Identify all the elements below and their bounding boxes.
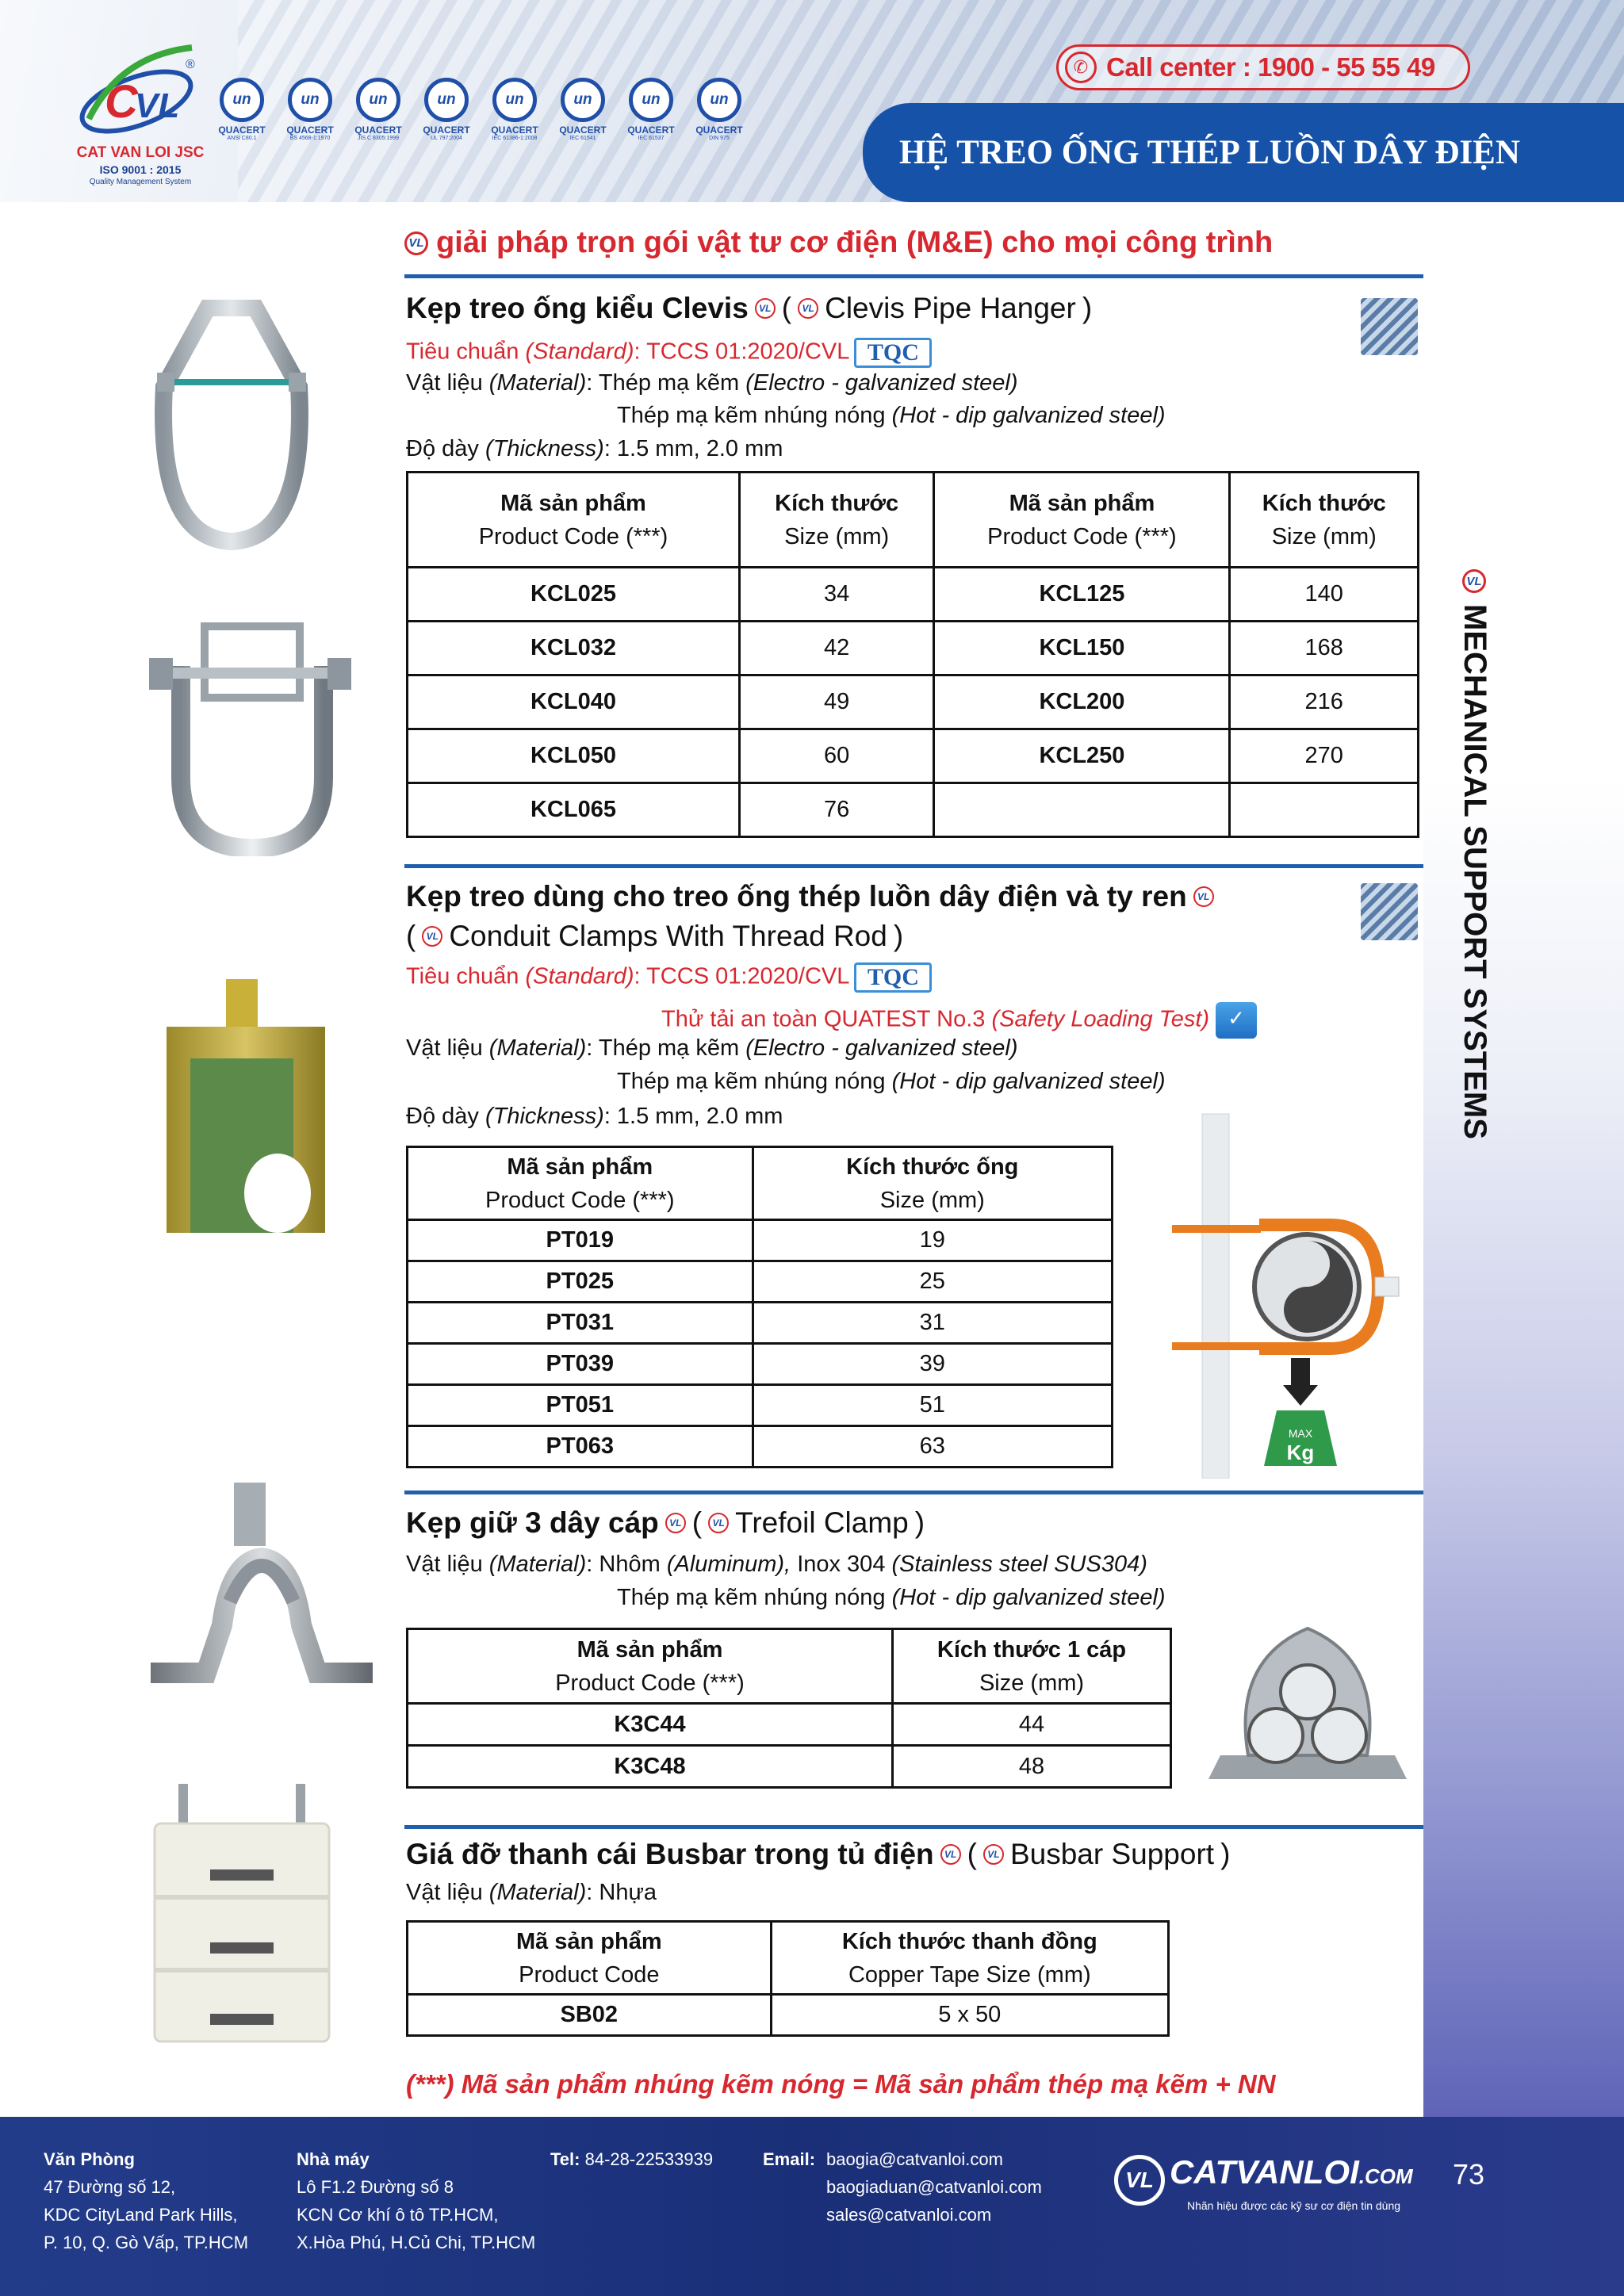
table-cell: KCL025	[408, 568, 740, 622]
table-row	[408, 1220, 1113, 1261]
badge-label: QUACERT	[559, 124, 607, 136]
mat2-en: (Hot - dip galvanized steel)	[891, 403, 1166, 428]
table-header: Mã sản phẩm Product Code (***)	[408, 1147, 753, 1220]
sec2-thickness	[406, 1104, 783, 1130]
quacert-seal-icon: un	[220, 78, 264, 122]
badge-standard: ANSI C80.1	[227, 136, 257, 141]
certification-badges	[214, 78, 747, 151]
sec1-title-en: Clevis Pipe Hanger	[825, 292, 1076, 324]
mat1: : Thép mạ kẽm	[586, 1035, 740, 1061]
quacert-seal-icon: un	[356, 78, 400, 122]
sec3-title-vn: Kẹp giữ 3 dây cáp	[406, 1506, 659, 1539]
sec2-standard	[406, 962, 932, 993]
table-cell: 216	[1230, 675, 1419, 729]
section-rule	[404, 864, 1423, 868]
table-header: Mã sản phẩm Product Code	[408, 1922, 772, 1995]
quacert-badge	[419, 78, 474, 151]
cvl-mini-icon: VL	[404, 232, 428, 255]
footer	[0, 2117, 1624, 2296]
thk-en: (Thickness)	[485, 436, 604, 461]
quacert-badge	[350, 78, 406, 151]
sec2-title-en-line: ( VL Conduit Clamps With Thread Rod )	[406, 920, 904, 952]
std-label: Tiêu chuẩn	[406, 963, 519, 989]
tqc-logo: TQC	[854, 338, 932, 368]
std-en: (Standard)	[525, 963, 634, 989]
mat-label: Vật liệu	[406, 1880, 483, 1905]
mat-en: (Material)	[488, 1552, 587, 1577]
threaded-rod-icon	[1361, 883, 1418, 940]
table-cell: 51	[753, 1385, 1112, 1426]
table-row	[408, 675, 1419, 729]
table-cell: PT051	[408, 1385, 753, 1426]
office-line: P. 10, Q. Gò Vấp, TP.HCM	[44, 2233, 249, 2252]
std-value: : TCCS 01:2020/CVL	[634, 339, 850, 365]
slogan-text: giải pháp trọn gói vật tư cơ điện (M&E) cho mọi công trình	[436, 226, 1274, 259]
mat-label: Vật liệu	[406, 1035, 483, 1061]
table-row	[408, 1426, 1113, 1468]
mat-value: : Nhựa	[586, 1880, 657, 1905]
svg-text:C: C	[105, 76, 138, 128]
quacert-badge	[282, 78, 338, 151]
quacert-badge	[623, 78, 679, 151]
company-name: CAT VAN LOI JSC	[76, 144, 205, 161]
saddle-clamp-image	[143, 1483, 381, 1716]
mat2-en: (Hot - dip galvanized steel)	[891, 1585, 1166, 1610]
email-label: Email:	[763, 2149, 816, 2169]
table-cell: 44	[893, 1704, 1171, 1746]
table-cell: K3C44	[408, 1704, 893, 1746]
quacert-seal-icon: un	[424, 78, 469, 122]
test-label: Thử tải an toàn QUATEST No.3	[661, 1006, 986, 1032]
table-row	[408, 1704, 1171, 1746]
table-cell: 31	[753, 1303, 1112, 1344]
table-cell: 60	[739, 729, 933, 783]
sec1-material	[406, 370, 1018, 396]
table-row	[408, 1385, 1113, 1426]
clevis-hanger-image-2	[149, 618, 355, 860]
cvl-mini-icon: VL	[983, 1844, 1004, 1865]
quacert-badge	[555, 78, 611, 151]
mat1: : Thép mạ kẽm	[586, 370, 740, 396]
brand-name	[1170, 2153, 1413, 2191]
std-value: : TCCS 01:2020/CVL	[634, 963, 850, 989]
office-line: 47 Đường số 12,	[44, 2177, 176, 2197]
email-link[interactable]: sales@catvanloi.com	[826, 2205, 992, 2225]
table-cell: 140	[1230, 568, 1419, 622]
sec1-standard	[406, 338, 932, 368]
table-row	[408, 1303, 1113, 1344]
mat2: Thép mạ kẽm nhúng nóng	[617, 1069, 886, 1094]
email-link[interactable]: baogia@catvanloi.com	[826, 2149, 1003, 2169]
sec2-material	[406, 1035, 1018, 1062]
iso-label: ISO 9001 : 2015	[99, 163, 182, 176]
table-cell: PT031	[408, 1303, 753, 1344]
table-header: Kích thước Size (mm)	[739, 473, 933, 568]
trefoil-clamp-image	[1201, 1621, 1415, 1799]
sec4-material	[406, 1880, 657, 1906]
mat2: Thép mạ kẽm nhúng nóng	[617, 403, 886, 428]
thk-label: Độ dày	[406, 1104, 479, 1129]
quacert-seal-icon: un	[629, 78, 673, 122]
clevis-hanger-image-1	[152, 300, 311, 557]
sec3-title: Kẹp giữ 3 dây cáp VL ( VL Trefoil Clamp )	[406, 1506, 925, 1539]
brand-tagline: Nhãn hiệu được các kỹ sư cơ điện tin dùng	[1187, 2199, 1401, 2212]
sec4-table	[406, 1920, 1170, 2037]
table-cell: 49	[739, 675, 933, 729]
table-cell: KCL032	[408, 622, 740, 675]
badge-label: QUACERT	[218, 124, 266, 136]
table-cell: 270	[1230, 729, 1419, 783]
table-cell: 76	[739, 783, 933, 837]
table-cell: 34	[739, 568, 933, 622]
badge-standard: DIN 975	[709, 136, 730, 141]
table-row	[408, 1995, 1169, 2036]
badge-standard: BS 4568-1:1970	[289, 136, 331, 141]
call-center-text: Call center : 1900 - 55 55 49	[1106, 52, 1435, 82]
table-header: Kích thước 1 cáp Size (mm)	[893, 1629, 1171, 1704]
table-cell: 25	[753, 1261, 1112, 1303]
brand-text: CATVANLOI	[1170, 2153, 1359, 2191]
sec3-material	[406, 1552, 1147, 1578]
header	[0, 0, 1624, 202]
quacert-badge	[487, 78, 542, 151]
sec2-title-vn: Kẹp treo dùng cho treo ống thép luồn dây điện và ty ren	[406, 880, 1187, 913]
std-label: Tiêu chuẩn	[406, 339, 519, 365]
footer-brand	[1114, 2150, 1415, 2221]
sidebar-vertical-title	[1443, 569, 1507, 1139]
mat-en: (Material)	[488, 1035, 587, 1061]
table-cell: 42	[739, 622, 933, 675]
weight-max-label: MAX	[1288, 1427, 1313, 1440]
cvl-logo-icon	[73, 40, 208, 143]
table-row	[408, 568, 1419, 622]
table-cell: 19	[753, 1220, 1112, 1261]
factory-line: KCN Cơ khí ô tô TP.HCM,	[297, 2205, 499, 2225]
table-cell: 48	[893, 1746, 1171, 1788]
test-en: (Safety Loading Test)	[991, 1006, 1210, 1032]
company-logo	[73, 40, 216, 190]
quacert-seal-icon: un	[288, 78, 332, 122]
table-cell: KCL125	[934, 568, 1230, 622]
quacert-seal-icon: un	[697, 78, 741, 122]
sec3-table	[406, 1628, 1172, 1789]
cvl-mini-icon: VL	[755, 298, 776, 319]
busbar-support-image	[151, 1784, 333, 2049]
factory-title: Nhà máy	[297, 2149, 370, 2169]
qms-label: Quality Management System	[89, 178, 192, 186]
phone-icon: ✆	[1065, 52, 1097, 83]
cvl-mini-icon: VL	[1193, 886, 1214, 907]
footer-emails	[826, 2145, 1042, 2229]
footer-factory	[297, 2145, 535, 2256]
sec2-table	[406, 1146, 1113, 1468]
section-banner: HỆ TREO ỐNG THÉP LUỒN DÂY ĐIỆN	[863, 103, 1624, 202]
section-rule	[404, 274, 1423, 278]
cvl-mini-icon: VL	[422, 926, 442, 947]
cvl-mini-icon: VL	[1463, 569, 1487, 593]
table-cell: SB02	[408, 1995, 772, 2036]
mat-en: (Material)	[488, 1880, 587, 1905]
table-cell: PT019	[408, 1220, 753, 1261]
sec1-table	[406, 471, 1419, 838]
badge-standard: IEC 61541	[569, 136, 596, 141]
footer-email-label	[763, 2145, 815, 2173]
table-header: Kích thước Size (mm)	[1230, 473, 1419, 568]
brand-suffix: .COM	[1358, 2164, 1413, 2188]
table-cell: KCL150	[934, 622, 1230, 675]
hot-dip-note: (***) Mã sản phẩm nhúng kẽm nóng = Mã sản phẩm thép mạ kẽm + NN	[406, 2069, 1276, 2099]
office-title: Văn Phòng	[44, 2149, 135, 2169]
weight-unit-label: Kg	[1286, 1441, 1315, 1464]
quacert-seal-icon: un	[561, 78, 605, 122]
table-row	[408, 1746, 1171, 1788]
table-row	[408, 783, 1419, 837]
table-cell: KCL250	[934, 729, 1230, 783]
sec1-thickness	[406, 436, 783, 462]
quacert-badge	[691, 78, 747, 151]
badge-standard: JIS C 8305:1999	[357, 136, 400, 141]
section-rule	[404, 1825, 1423, 1829]
thk-value: : 1.5 mm, 2.0 mm	[603, 436, 783, 461]
table-cell: PT025	[408, 1261, 753, 1303]
cvl-logo-icon: VL	[1114, 2155, 1165, 2206]
mat1-en: (Electro - galvanized steel)	[745, 1035, 1018, 1061]
sec4-title: Giá đỡ thanh cái Busbar trong tủ điện VL ( VL Busbar Support )	[406, 1838, 1231, 1870]
sec3-material-2	[617, 1585, 1166, 1611]
email-link[interactable]: baogiaduan@catvanloi.com	[826, 2177, 1042, 2197]
thk-en: (Thickness)	[485, 1104, 604, 1129]
mat-label: Vật liệu	[406, 370, 483, 396]
sec3-title-en: Trefoil Clamp	[735, 1506, 909, 1539]
mat1-en: (Aluminum),	[666, 1552, 791, 1577]
table-cell: PT039	[408, 1344, 753, 1385]
cvl-mini-icon: VL	[665, 1513, 686, 1533]
badge-standard: UL 797:2004	[431, 136, 462, 141]
badge-label: QUACERT	[286, 124, 334, 136]
mat1b-en: (Stainless steel SUS304)	[891, 1552, 1147, 1577]
sec1-title: Kẹp treo ống kiểu Clevis VL ( VL Clevis Pipe Hanger )	[406, 292, 1093, 324]
table-cell: 63	[753, 1426, 1112, 1468]
badge-label: QUACERT	[627, 124, 675, 136]
mat-label: Vật liệu	[406, 1552, 483, 1577]
table-header: Kích thước thanh đồng Copper Tape Size (mm)	[771, 1922, 1168, 1995]
tel-number[interactable]: 84-28-22533939	[584, 2149, 714, 2169]
sidebar-gradient	[1423, 202, 1624, 2117]
table-cell	[1230, 783, 1419, 837]
table-row	[408, 729, 1419, 783]
sec2-material-2	[617, 1069, 1166, 1095]
tel-label: Tel:	[550, 2149, 580, 2169]
tested-badge-icon: ✓	[1216, 1002, 1257, 1039]
sec2-safety-test	[661, 1002, 1257, 1039]
quacert-badge	[214, 78, 270, 151]
mat1-en: (Electro - galvanized steel)	[745, 370, 1018, 396]
page-number: 73	[1453, 2158, 1485, 2191]
table-cell: 39	[753, 1344, 1112, 1385]
table-row	[408, 1344, 1113, 1385]
table-cell: PT063	[408, 1426, 753, 1468]
table-cell: KCL040	[408, 675, 740, 729]
mat1b: Inox 304	[797, 1552, 886, 1577]
table-header: Kích thước ống Size (mm)	[753, 1147, 1112, 1220]
factory-line: X.Hòa Phú, H.Củ Chi, TP.HCM	[297, 2233, 536, 2252]
cvl-mini-icon: VL	[708, 1513, 729, 1533]
badge-label: QUACERT	[423, 124, 470, 136]
cvl-mini-icon: VL	[940, 1844, 961, 1865]
svg-text:VL: VL	[135, 86, 180, 125]
mat2: Thép mạ kẽm nhúng nóng	[617, 1585, 886, 1610]
badge-standard: IEC 61386-1:2008	[492, 136, 538, 141]
table-row	[408, 622, 1419, 675]
table-cell: KCL050	[408, 729, 740, 783]
section-rule	[404, 1490, 1423, 1494]
cvl-mini-icon: VL	[798, 298, 818, 319]
table-cell: KCL200	[934, 675, 1230, 729]
badge-label: QUACERT	[491, 124, 538, 136]
sec2-title-en: Conduit Clamps With Thread Rod	[449, 920, 887, 952]
svg-text:®: ®	[186, 58, 195, 71]
sec1-material-2	[617, 403, 1166, 429]
sidebar-text: MECHANICAL SUPPORT SYSTEMS	[1457, 604, 1492, 1139]
call-center[interactable]	[1056, 44, 1470, 90]
slogan	[404, 226, 1273, 260]
footer-office	[44, 2145, 248, 2256]
thk-label: Độ dày	[406, 436, 479, 461]
table-row	[408, 1261, 1113, 1303]
table-cell: KCL065	[408, 783, 740, 837]
quacert-seal-icon: un	[492, 78, 537, 122]
table-cell	[934, 783, 1230, 837]
sec2-title	[406, 880, 1214, 913]
std-en: (Standard)	[525, 339, 634, 365]
table-header: Mã sản phẩm Product Code (***)	[408, 473, 740, 568]
mat2-en: (Hot - dip galvanized steel)	[891, 1069, 1166, 1094]
sec4-title-en: Busbar Support	[1009, 1838, 1215, 1870]
table-header: Mã sản phẩm Product Code (***)	[934, 473, 1230, 568]
table-cell: K3C48	[408, 1746, 893, 1788]
mat-en: (Material)	[488, 370, 587, 396]
table-header: Mã sản phẩm Product Code (***)	[408, 1629, 893, 1704]
sec1-title-vn: Kẹp treo ống kiểu Clevis	[406, 292, 749, 324]
table-cell: 5 x 50	[771, 1995, 1168, 2036]
tqc-logo: TQC	[854, 962, 932, 993]
sec4-title-vn: Giá đỡ thanh cái Busbar trong tủ điện	[406, 1838, 934, 1870]
footer-tel	[550, 2145, 713, 2173]
clamp-load-diagram	[1172, 1106, 1410, 1483]
mat1: : Nhôm	[586, 1552, 661, 1577]
factory-line: Lô F1.2 Đường số 8	[297, 2177, 454, 2197]
badge-label: QUACERT	[695, 124, 743, 136]
office-line: KDC CityLand Park Hills,	[44, 2205, 238, 2225]
badge-label: QUACERT	[354, 124, 402, 136]
conduit-clamp-image	[151, 979, 333, 1245]
threaded-rod-icon	[1361, 298, 1418, 355]
thk-value: : 1.5 mm, 2.0 mm	[603, 1104, 783, 1129]
badge-standard: IEC 61537	[638, 136, 665, 141]
table-cell: 168	[1230, 622, 1419, 675]
